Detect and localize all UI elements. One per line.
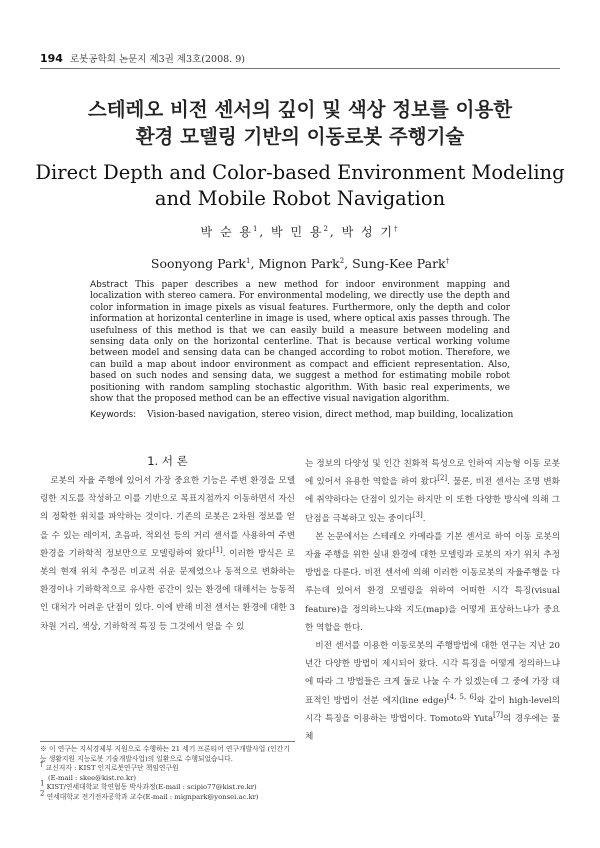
section-title-introduction: 1. 서 론	[147, 454, 188, 468]
english-title-line-1: Direct Depth and Color-based Environment Modeling	[35, 161, 565, 184]
author-name: 박 민 용	[271, 225, 324, 239]
footnote-author-2: $^2$ 연세대학교 전기전자공학과 교수(E-mail : mignpark@yonsei.ac.kr)	[40, 789, 259, 801]
author-name: Soonyong Park	[150, 256, 247, 271]
english-title-line-2: and Mobile Robot Navigation	[154, 187, 446, 210]
citation: [1]	[212, 545, 223, 554]
footnote-rule	[40, 741, 295, 742]
footnote-funding: ※ 이 연구는 지식경제부 지원으로 수행하는 21 세기 프론티어 연구개발사업 (인간기능 생활지원 지능로봇 기술개발사업)의 일환으로 수행되었습니다.	[40, 745, 290, 763]
running-header	[40, 51, 245, 65]
english-authors: Soonyong Park$^1$, Mignon Park$^2$, Sung-Kee Park†	[150, 256, 450, 271]
author-name: 박 성 기	[341, 225, 394, 239]
abstract-label: Abstract	[90, 280, 128, 290]
author-name: Mignon Park	[258, 256, 340, 271]
footnotes	[40, 745, 295, 803]
author-name: Sung-Kee Park	[352, 256, 446, 271]
body-paragraph: 비전 센서를 이용한 이동로봇의 주행방법에 대한 연구는 지난 20년간 다양한 방법이 제시되어 왔다. 시각 특징을 어떻게 정의하느냐에 따라 그 방법들은 크게 둘로 나눌 수 가 있겠는데 그 중에 가장 대표적인 방법이 선분 에지(line edge)[4, 5, 6]와 같이 high-level의 시각 특징을 이용하는 방법이다. Tomoto와 Yuta[7]의 경우에는 물체	[305, 641, 560, 743]
footnote-author-1: $^1$ KIST/연세대학교 학연협동 박사과정(E-mail : scipio77@kist.re.kr)	[40, 780, 257, 792]
journal-name: 로봇공학회 논문지 제3권 제3호(2008. 9)	[70, 54, 245, 65]
author-mark: 1	[246, 256, 251, 265]
keywords	[90, 410, 530, 420]
body-paragraph: 는 정보의 다양성 및 인간 친화적 특성으로 인하여 지능형 이동 로봇에 있어서 유용한 역할을 하여 왔다[2]. 물론, 비전 센서는 조명 변화에 취약하다는 단점이 있기는 하지만 이 또한 다양한 방식에 의해 그 단점을 극복하고 있는 중이다[3].	[305, 459, 560, 524]
author-mark: 2	[323, 225, 330, 233]
author-mark: †	[393, 225, 400, 233]
korean-title-line-1: 스테레오 비전 센서의 깊이 및 색상 정보를 이용한	[87, 98, 513, 121]
author-mark: 2	[339, 256, 345, 265]
abstract	[90, 280, 510, 405]
abstract-text: This paper describes a new method for indoor environment mapping and localization with stereo camera. For environmental modeling, we directly use the depth and color information in image pixels as visual features. Furthermore, only the depth and color information at horizontal centerline in image is used, where optical axis passes through. The usefulness of this method is that we can easily build a measure between modeling and sensing data only on the horizontal centerline. That is because vertical working volume between model and sensing data can be changed according to robot motion. Therefore, we can build a map about indoor environment as compact and efficient representation. Also, based on such nodes and sensing data, we suggest a method for estimating mobile robot positioning with random sampling stochastic algorithm. With basic real experiments, we show that the proposed method can be an effective visual navigation algorithm.	[90, 280, 510, 405]
author-name: 박 순 용	[200, 225, 253, 239]
citation: [4, 5, 6]	[446, 692, 477, 701]
keywords-text: Vision-based navigation, stereo vision, direct method, map building, localization	[147, 410, 514, 420]
citation: [3]	[412, 510, 423, 519]
header-rule	[40, 68, 560, 69]
body-paragraph: 본 논문에서는 스테레오 카메라를 기본 센서로 하여 이동 로봇의 자율 주행을 위한 실내 환경에 대한 모델링과 로봇의 자기 위치 추정 방법을 다룬다. 비전 센서에 의해 이러한 이동로봇의 자율주행을 다루는데 있어서 환경 모델링을 위하여 어떠한 시각 특징(visual feature)을 정의하느냐와 지도(map)을 어떻게 표상하느냐가 중요한 역할을 한다.	[305, 531, 560, 633]
author-mark: 1	[252, 225, 260, 233]
korean-title-line-2: 환경 모델링 기반의 이동로봇 주행기술	[135, 125, 465, 148]
korean-authors: 박 순 용$^1$, 박 민 용$^2$, 박 성 기†	[200, 225, 400, 239]
citation: [2]	[437, 474, 448, 483]
left-column	[40, 472, 295, 636]
author-mark: †	[445, 256, 450, 265]
body-paragraph: 로봇의 자율 주행에 있어서 가장 중요한 기능은 주변 환경을 모델링한 지도를 작성하고 이를 기반으로 목표지점까지 이동하면서 자신의 정확한 위치를 파악하는 것이다. 기존의 로봇은 2차원 정보를 얻을 수 있는 레이저, 초음파, 적외선 등의 거리 센서를 사용하여 주변 환경을 기하학적 정보만으로 모델링하여 왔다[1]. 이러한 방식은 로봇의 현재 위치 추정은 비교적 쉬운 문제였으나 동적으로 변화하는 환경이나 기하학적으로 유사한 공간이 있는 환경에 대해서는 능동적인 대처가 어려운 단점이 있다. 이에 반해 비전 센서는 환경에 대한 3차원 거리, 색상, 기하학적 특징 등 그것에서 얻을 수 있	[40, 476, 295, 632]
citation: [7]	[493, 710, 504, 719]
keywords-label: Keywords:	[90, 410, 137, 420]
footnote-email: (E-mail : skee@kist.re.kr)	[48, 773, 137, 782]
right-column	[305, 455, 560, 746]
page-number: 194	[40, 52, 63, 65]
footnote-corresponding: † 교신저자 : KIST 인지로봇연구단 책임연구원	[40, 760, 179, 773]
